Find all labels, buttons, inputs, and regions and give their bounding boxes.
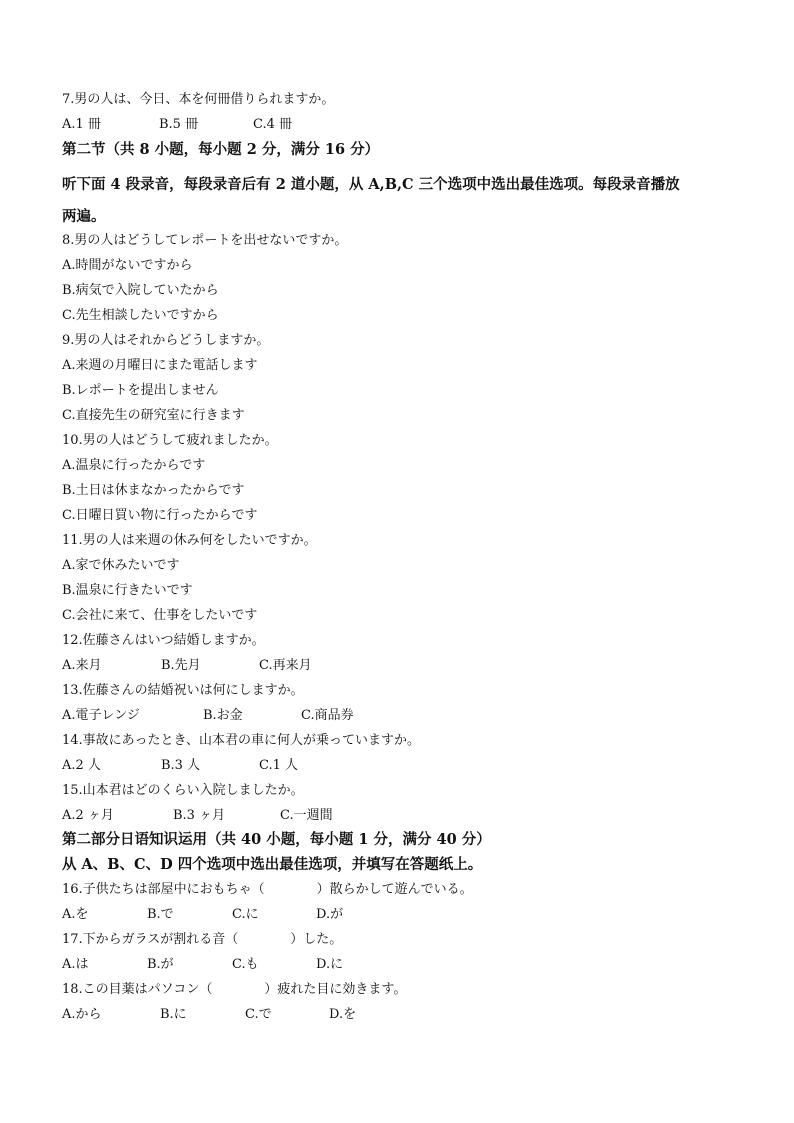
question-17: 17.下からガラスが割れる音（ ）した。 bbox=[62, 932, 343, 947]
option-a: A.は bbox=[62, 957, 89, 972]
option-c: C.で bbox=[245, 1007, 272, 1022]
option-b: B.土日は休まなかったからです bbox=[62, 483, 245, 498]
part-instructions: 从 A、B、C、D 四个选项中选出最佳选项，并填写在答题纸上。 bbox=[62, 856, 483, 873]
option-a: A.来月 bbox=[62, 658, 102, 673]
options-q15 bbox=[62, 807, 333, 825]
question-16: 16.子供たちは部屋中におもちゃ（ ）散らかして遊んでいる。 bbox=[62, 882, 473, 897]
options-q16 bbox=[62, 906, 343, 924]
option-c: C.再来月 bbox=[259, 658, 312, 673]
options-q13 bbox=[62, 707, 354, 725]
section-instructions-cont: 两遍。 bbox=[62, 208, 106, 225]
question-13: 13.佐藤さんの結婚祝いは何にしますか。 bbox=[62, 683, 304, 698]
question-8: 8.男の人はどうしてレポートを出せないですか。 bbox=[62, 233, 348, 248]
question-10: 10.男の人はどうして疲れましたか。 bbox=[62, 433, 278, 448]
option-b: B.5 冊 bbox=[159, 117, 199, 132]
option-a: A.電子レンジ bbox=[62, 708, 140, 723]
question-9: 9.男の人はそれからどうしますか。 bbox=[62, 333, 270, 348]
question-15: 15.山本君はどのくらい入院しましたか。 bbox=[62, 783, 304, 798]
part-heading: 第二部分日语知识运用（共 40 小题，每小题 1 分，满分 40 分） bbox=[62, 831, 491, 848]
section-heading: 第二节（共 8 小题，每小题 2 分，满分 16 分） bbox=[62, 141, 380, 158]
option-b: B.先月 bbox=[161, 658, 201, 673]
option-b: B.で bbox=[147, 907, 174, 922]
option-c: C.一週間 bbox=[280, 808, 333, 823]
options-q18 bbox=[62, 1006, 356, 1024]
question-7: 7.男の人は、今日、本を何冊借りられますか。 bbox=[62, 92, 335, 107]
option-b: B.3 ヶ月 bbox=[173, 808, 226, 823]
option-c: C.会社に来て、仕事をしたいです bbox=[62, 608, 258, 623]
option-a: A.時間がないですから bbox=[62, 258, 193, 273]
option-d: D.を bbox=[329, 1007, 357, 1022]
option-a: A.温泉に行ったからです bbox=[62, 458, 206, 473]
option-b: B.お金 bbox=[203, 708, 243, 723]
section-instructions: 听下面 4 段录音，每段录音后有 2 道小题，从 A,B,C 三个选项中选出最佳选项。每段录音播放 bbox=[62, 176, 680, 193]
option-a: A.2 人 bbox=[62, 758, 101, 773]
option-b: B.温泉に行きたいです bbox=[62, 583, 193, 598]
option-b: B.病気で入院していたから bbox=[62, 283, 219, 298]
option-c: C.先生相談したいですから bbox=[62, 308, 219, 323]
question-14: 14.事故にあったとき、山本君の車に何人が乗っていますか。 bbox=[62, 733, 421, 748]
option-d: D.に bbox=[316, 957, 344, 972]
option-c: C.直接先生の研究室に行きます bbox=[62, 408, 245, 423]
question-18: 18.この目薬はパソコン（ ）疲れた目に効きます。 bbox=[62, 982, 407, 997]
option-b: B.3 人 bbox=[161, 758, 201, 773]
option-a: A.を bbox=[62, 907, 89, 922]
question-11: 11.男の人は来週の休み何をしたいですか。 bbox=[62, 533, 317, 548]
option-b: B.に bbox=[160, 1007, 187, 1022]
option-b: B.が bbox=[147, 957, 174, 972]
option-c: C.も bbox=[232, 957, 259, 972]
option-c: C.商品券 bbox=[301, 708, 354, 723]
option-d: D.が bbox=[316, 907, 344, 922]
options-q7 bbox=[62, 116, 292, 134]
options-q14 bbox=[62, 757, 298, 775]
option-a: A.家で休みたいです bbox=[62, 558, 180, 573]
option-a: A.から bbox=[62, 1007, 102, 1022]
option-c: C.1 人 bbox=[259, 758, 299, 773]
option-b: B.レポートを提出しません bbox=[62, 383, 219, 398]
option-a: A.1 冊 bbox=[62, 117, 101, 132]
option-c: C.4 冊 bbox=[253, 117, 293, 132]
options-q17 bbox=[62, 956, 343, 974]
question-12: 12.佐藤さんはいつ結婚しますか。 bbox=[62, 633, 265, 648]
options-q12 bbox=[62, 657, 312, 675]
option-a: A.2 ヶ月 bbox=[62, 808, 114, 823]
option-a: A.来週の月曜日にまた電話します bbox=[62, 358, 258, 373]
option-c: C.日曜日買い物に行ったからです bbox=[62, 508, 258, 523]
option-c: C.に bbox=[232, 907, 259, 922]
